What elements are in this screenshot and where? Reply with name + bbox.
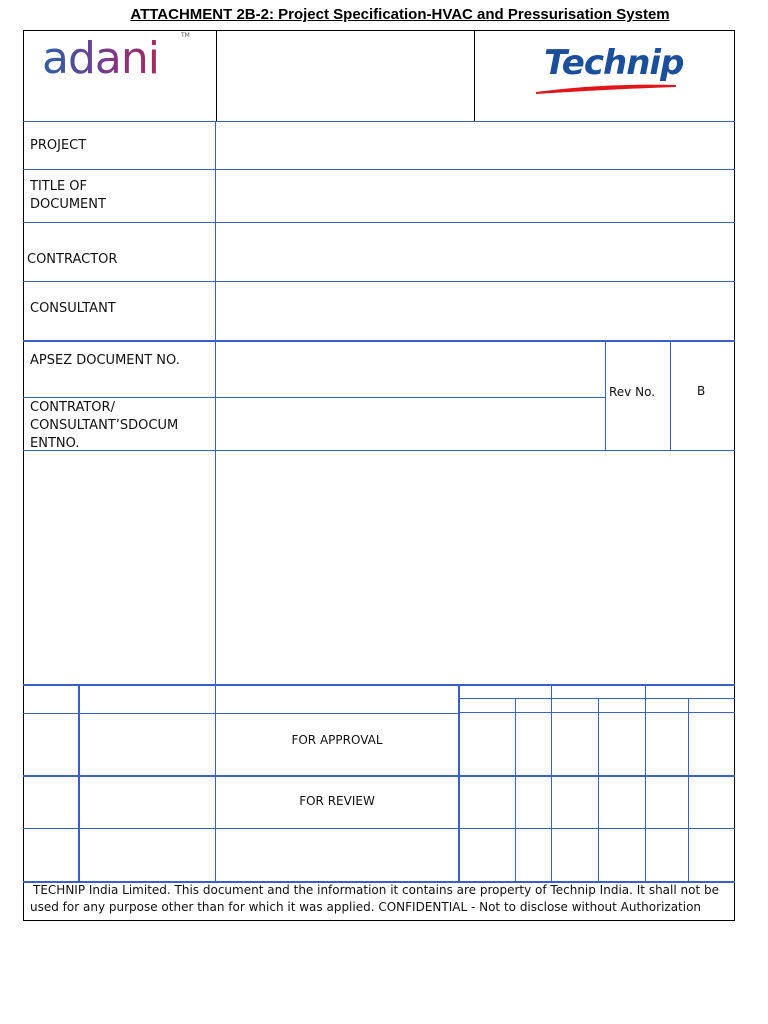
page-title: ATTACHMENT 2B-2: Project Specification-HVAC and Pressurisation System xyxy=(130,6,670,23)
rev-no-label: Rev No. xyxy=(609,385,656,399)
revtable-subheader-rule xyxy=(459,698,735,699)
contractor-doc-label-line3: ENTNO. xyxy=(30,436,80,450)
revtable-header-rule xyxy=(23,713,459,714)
revtable-row2-rule xyxy=(23,775,735,777)
revtable-col-6 xyxy=(598,698,599,881)
revtable-col-5 xyxy=(551,684,552,881)
frame-left xyxy=(23,30,24,920)
rule-contractor-doc-top xyxy=(23,397,606,398)
project-label: PROJECT xyxy=(30,138,87,153)
title-label-line1: TITLE OF xyxy=(30,179,88,194)
technip-swoosh xyxy=(536,86,676,93)
rev-divider-2 xyxy=(670,340,671,450)
footer-line-2: used for any purpose other than for which it was applied. CONFIDENTIAL - Not to disclose without Authorization xyxy=(30,900,702,914)
title-label-line2: DOCUMENT xyxy=(30,197,106,212)
adani-logo-text: adani xyxy=(42,33,159,84)
rule-title-top xyxy=(23,169,735,170)
revtable-col-4 xyxy=(515,698,516,881)
consultant-label: CONSULTANT xyxy=(30,301,116,316)
revtable-row3-rule xyxy=(23,828,735,829)
header-divider-2 xyxy=(474,30,475,121)
revtable-col-8 xyxy=(688,698,689,881)
rule-apsez-top xyxy=(23,340,735,342)
contractor-doc-label-line2: CONSULTANT’SDOCUM xyxy=(30,418,179,433)
revtable-col-2 xyxy=(215,684,216,881)
revtable-col-1 xyxy=(78,684,80,881)
adani-logo xyxy=(40,28,190,89)
rule-project-top xyxy=(23,121,735,122)
apsez-doc-label: APSEZ DOCUMENT NO. xyxy=(30,353,180,368)
technip-logo-text: Technip xyxy=(544,43,684,83)
revtable-col-7 xyxy=(645,684,646,881)
revtable-subheader-rule-2 xyxy=(459,712,735,713)
revtable-row-review: FOR REVIEW xyxy=(299,794,375,808)
rev-no-value: B xyxy=(697,384,706,398)
contractor-doc-label-line1: CONTRATOR/ xyxy=(30,400,115,415)
confidentiality-footer xyxy=(30,882,723,916)
revtable-top-rule xyxy=(23,684,735,686)
rev-divider-1 xyxy=(605,340,606,450)
contractor-label: CONTRACTOR xyxy=(27,252,118,267)
frame-bottom xyxy=(23,920,735,921)
adani-tm: TM xyxy=(181,32,190,39)
label-column-divider xyxy=(215,121,216,684)
rule-body-top xyxy=(23,450,735,451)
revtable-col-3 xyxy=(458,684,460,881)
header-divider-1 xyxy=(216,30,217,121)
rule-consultant-top xyxy=(23,281,735,282)
frame-right xyxy=(734,30,735,920)
technip-logo xyxy=(534,36,684,103)
footer-line-1: TECHNIP India Limited. This document and the information it contains are property of Technip India. It shall not be xyxy=(33,883,719,897)
rule-contractor-top xyxy=(23,222,735,223)
revtable-row-approval: FOR APPROVAL xyxy=(291,733,383,747)
